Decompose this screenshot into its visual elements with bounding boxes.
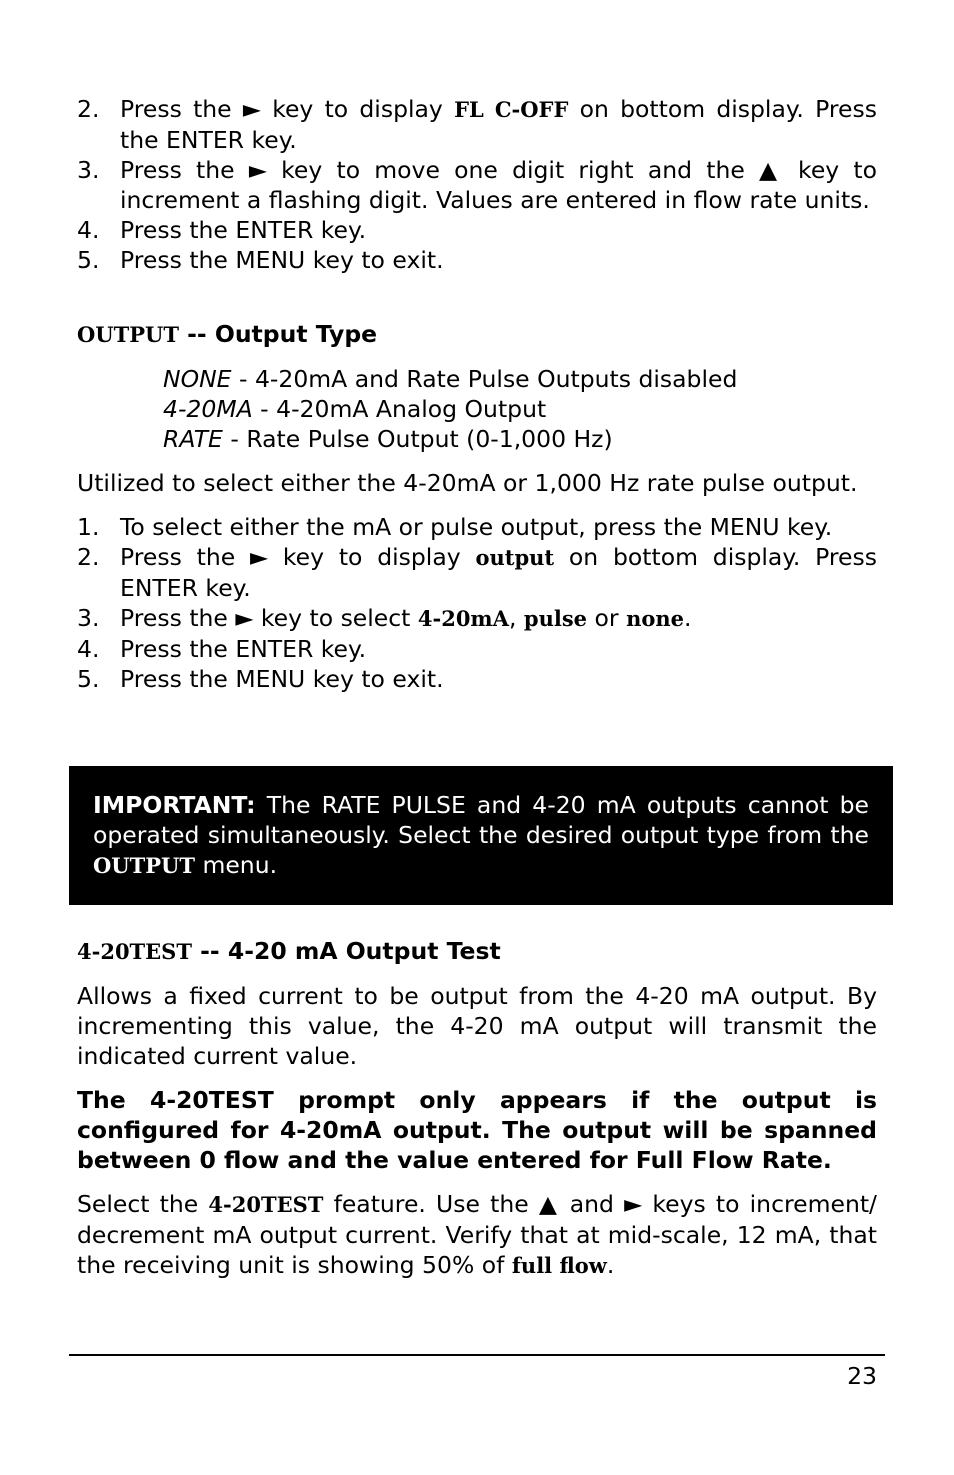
paragraph-text-part: . [606, 1251, 615, 1279]
display-term: FL C-OFF [454, 97, 569, 122]
important-text: The RATE PULSE and 4-20 mA outputs cannot be operated simultaneously. Select the desired output type from the [93, 791, 869, 849]
paragraph-text-part: Select the [77, 1190, 199, 1218]
important-note-box [69, 766, 893, 905]
test-paragraph-1: Allows a fixed current to be output from the 4-20 mA output. By incrementing this value, the 4-20 mA output will transmit the indicated current value. [77, 982, 877, 1070]
section-title: -- 4-20 mA Output Test [200, 937, 501, 965]
step-text: Press the MENU key to exit. [120, 665, 444, 693]
definition-row [163, 424, 877, 454]
definition-row [163, 364, 877, 394]
display-term: 4-20TEST [208, 1192, 324, 1217]
list-item [77, 245, 877, 275]
step-number: 3. [77, 156, 100, 184]
step-text: Press the MENU key to exit. [120, 246, 444, 274]
step-text: To select either the mA or pulse output, press the MENU key. [120, 513, 833, 541]
output-section-heading [77, 319, 877, 350]
step-number: 1. [77, 513, 100, 541]
step-text [120, 542, 877, 603]
paragraph-text-part: feature. Use the ▲ and ► keys to increment/ decrement mA output current. Verify that at mid-scale, 12 mA, that the receiving unit is showing 50% of [77, 1190, 877, 1279]
step-text: Press the ENTER key. [120, 216, 367, 244]
step-text [120, 94, 877, 155]
right-arrow-icon: ► [242, 95, 261, 123]
section-title: -- Output Type [187, 320, 378, 348]
test-section [77, 936, 877, 1295]
test-section-heading [77, 936, 877, 967]
page-body [77, 94, 877, 694]
step-number: 4. [77, 216, 100, 244]
step-text [120, 603, 877, 634]
test-paragraph-2: The 4-20TEST prompt only appears if the output is configured for 4-20mA output. The output will be spanned between 0 flow and the value entered for Full Flow Rate. [77, 1086, 877, 1174]
output-intro-paragraph: Utilized to select either the 4-20mA or 1,000 Hz rate pulse output. [77, 469, 858, 497]
step-number: 2. [77, 95, 100, 123]
page-number: 23 [847, 1362, 877, 1390]
definition-row [163, 394, 877, 424]
step-text-part: . [683, 604, 692, 632]
important-label: IMPORTANT: [93, 791, 256, 819]
footer-divider [69, 1354, 885, 1356]
definition-desc: - Rate Pulse Output (0-1,000 Hz) [230, 425, 613, 453]
list-item [77, 94, 877, 155]
list-item [77, 512, 877, 542]
test-paragraph-3 [77, 1189, 877, 1281]
step-text-part: on bottom display. Press the ENTER key. [120, 95, 877, 154]
step-number: 5. [77, 246, 100, 274]
step-text-part: key to display [272, 95, 443, 123]
output-steps-list [77, 512, 877, 694]
display-term: none [626, 606, 684, 631]
display-term: 4-20TEST [77, 939, 192, 964]
step-text: Press the ENTER key. [120, 635, 367, 663]
step-number: 2. [77, 543, 100, 571]
display-term: pulse [523, 606, 588, 631]
step-text-part: Press the ► key to select [120, 604, 411, 632]
definition-term: 4-20MA [163, 395, 253, 423]
step-text-part: , [508, 604, 517, 632]
list-item [77, 155, 877, 215]
output-type-definitions [77, 364, 877, 454]
important-text-end: menu. [202, 851, 278, 879]
step-text-part: Press the [120, 95, 232, 123]
display-term: OUTPUT [77, 322, 179, 347]
step-text: Press the ► key to move one digit right and the ▲ key to increment a flashing digit. Values are entered in flow rate units. [120, 156, 877, 214]
list-item [77, 215, 877, 245]
display-term: 4-20mA [417, 606, 509, 631]
step-number: 5. [77, 665, 100, 693]
display-term: full flow [511, 1253, 607, 1278]
display-term: OUTPUT [93, 853, 195, 878]
list-item [77, 542, 877, 603]
step-text-part: on bottom display. Press ENTER key. [120, 543, 877, 602]
list-item [77, 603, 877, 634]
list-item [77, 664, 877, 694]
definition-term: RATE [163, 425, 223, 453]
list-item [77, 634, 877, 664]
definition-term: NONE [163, 365, 232, 393]
definition-desc: - 4-20mA and Rate Pulse Outputs disabled [239, 365, 738, 393]
step-number: 3. [77, 604, 100, 632]
step-text-part: Press the ► key to display [120, 543, 461, 571]
display-term: output [475, 545, 555, 570]
steps-top-list [77, 94, 877, 275]
definition-desc: - 4-20mA Analog Output [260, 395, 547, 423]
step-text-part: or [594, 604, 619, 632]
step-number: 4. [77, 635, 100, 663]
